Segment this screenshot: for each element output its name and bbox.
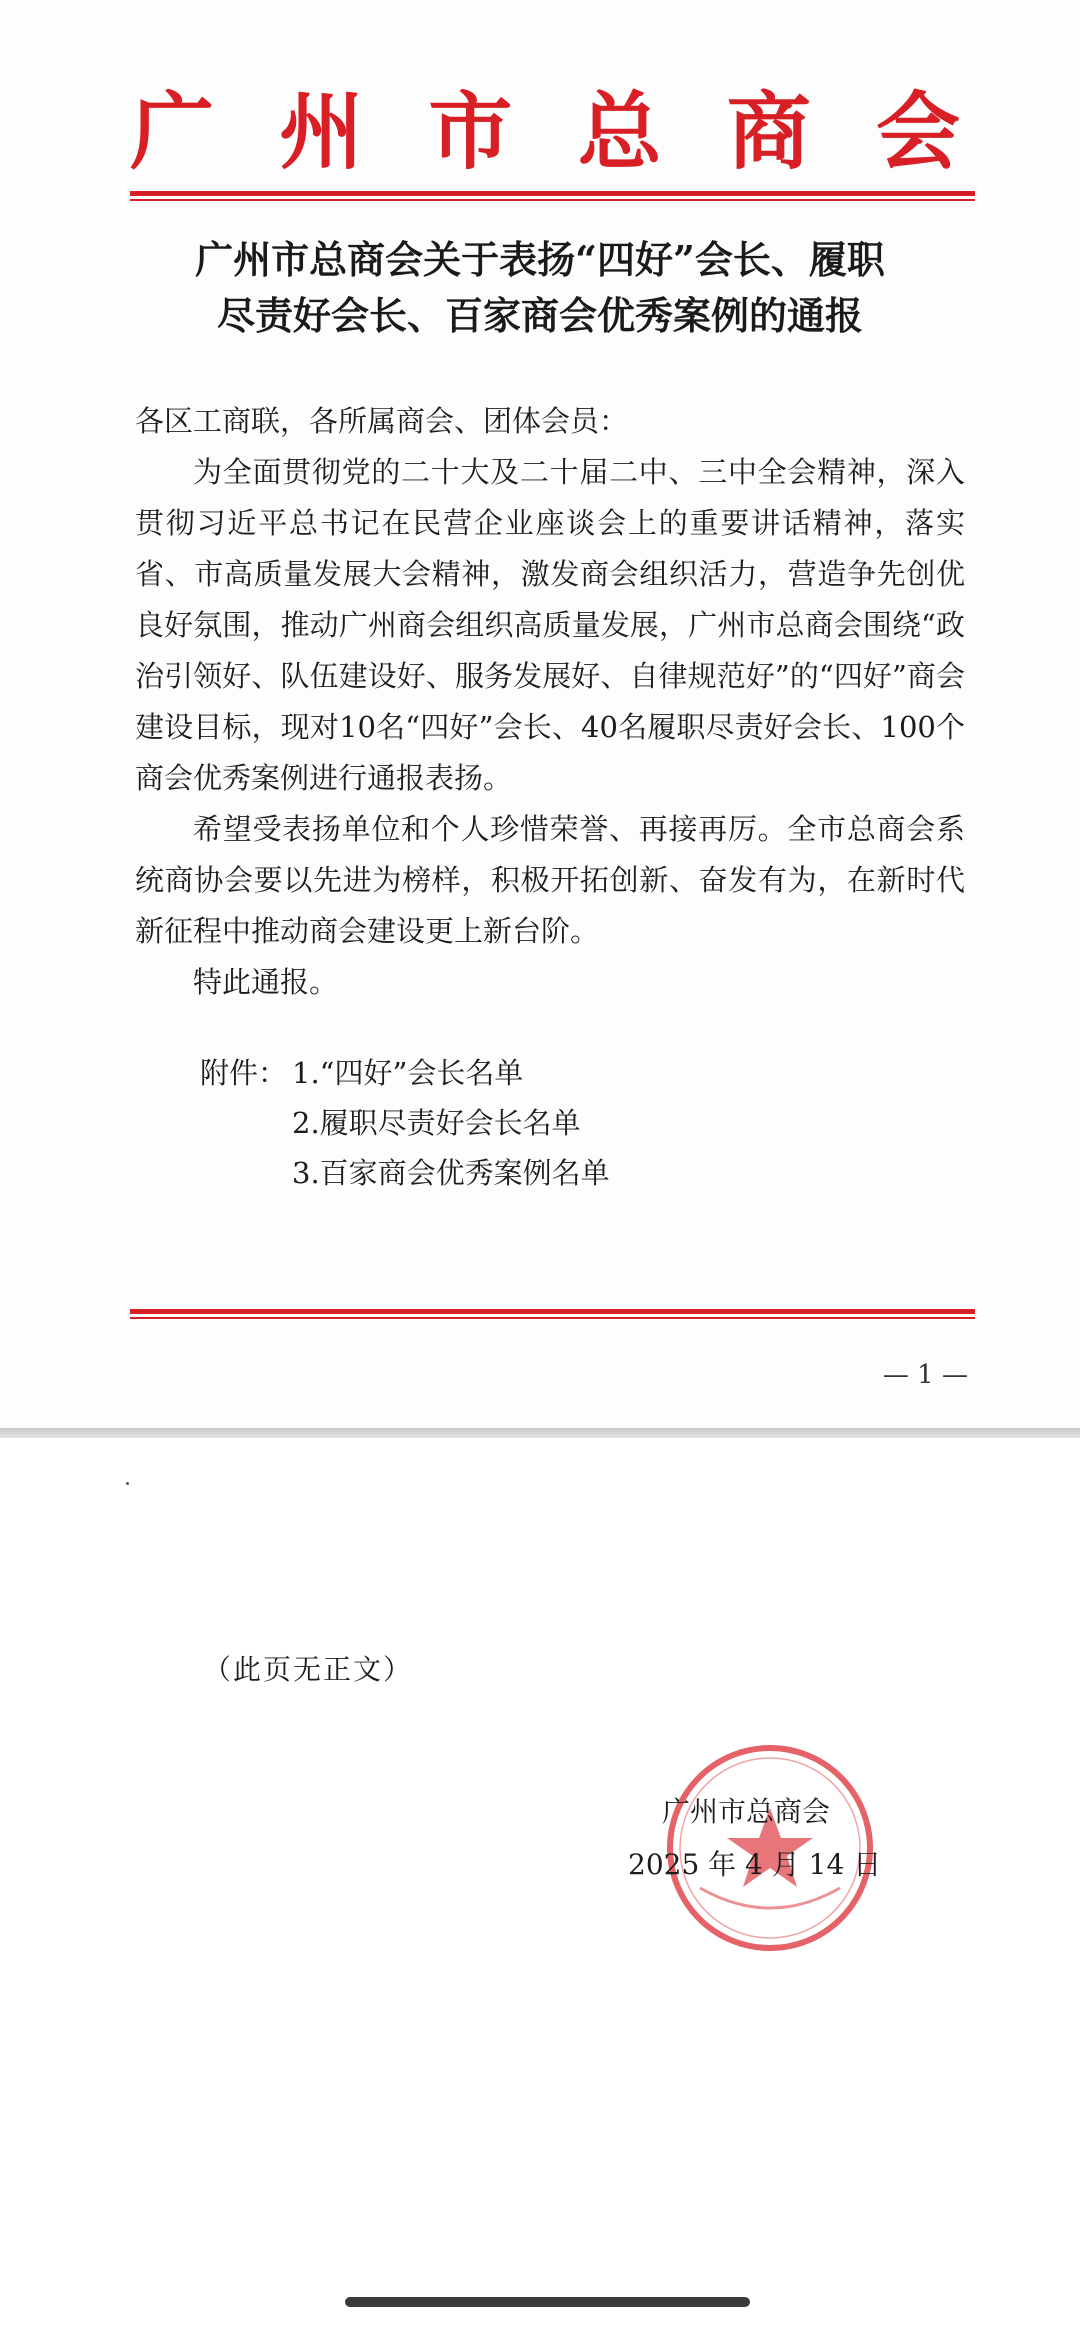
salutation: 各区工商联，各所属商会、团体会员： [135,404,629,438]
masthead-rule [130,191,975,196]
masthead-char: 会 [875,82,960,181]
no-body-note: （此页无正文） [203,1653,414,1686]
signature-date: 2025 年 4 月 14 日 [628,1848,882,1881]
document-title [130,232,950,344]
paragraph-2: 希望受表扬单位和个人珍惜荣誉、再接再厉。全市总商会系统商协会要以先进为榜样，积极开拓创新、奋发有为，在新时代新征程中推动商会建设更上新台阶。 [135,812,965,948]
title-line-1: 广州市总商会关于表扬“四好”会长、履职 [195,237,885,282]
attachment-item: 2.履职尽责好会长名单 [292,1106,581,1140]
masthead [130,82,960,182]
masthead-char: 商 [726,82,811,181]
attachments [200,1048,610,1198]
attachments-label: 附件： [200,1056,288,1090]
masthead-char: 广 [130,82,215,181]
attachment-item: 3.百家商会优秀案例名单 [292,1156,610,1190]
page-separator [0,1428,1080,1438]
document-body [135,396,965,1008]
scan-speck [126,1482,129,1485]
attachment-item: 1.“四好”会长名单 [292,1056,524,1090]
footer-rule [130,1309,975,1314]
masthead-rule-thin [130,199,975,201]
home-indicator[interactable] [345,2297,750,2307]
signature-organization: 广州市总商会 [662,1795,831,1828]
masthead-char: 市 [428,82,513,181]
masthead-char: 总 [577,82,662,181]
page-number: — 1 — [882,1360,968,1390]
masthead-char: 州 [279,82,364,181]
footer-rule-thin [130,1317,975,1319]
title-line-2: 尽责好会长、百家商会优秀案例的通报 [216,293,863,338]
paragraph-3: 特此通报。 [193,965,339,999]
document-page-2 [0,1438,1080,2327]
paragraph-1: 为全面贯彻党的二十大及二十届二中、三中全会精神，深入贯彻习近平总书记在民营企业座谈会上的重要讲话精神，落实省、市高质量发展大会精神，激发商会组织活力，营造争先创优良好氛围，推动广州商会组织高质量发展，广州市总商会围绕“政治引领好、队伍建设好、服务发展好、自律规范好”的“四好”商会建设目标，现对10名“四好”会长、40名履职尽责好会长、100个商会优秀案例进行通报表扬。 [135,455,965,795]
